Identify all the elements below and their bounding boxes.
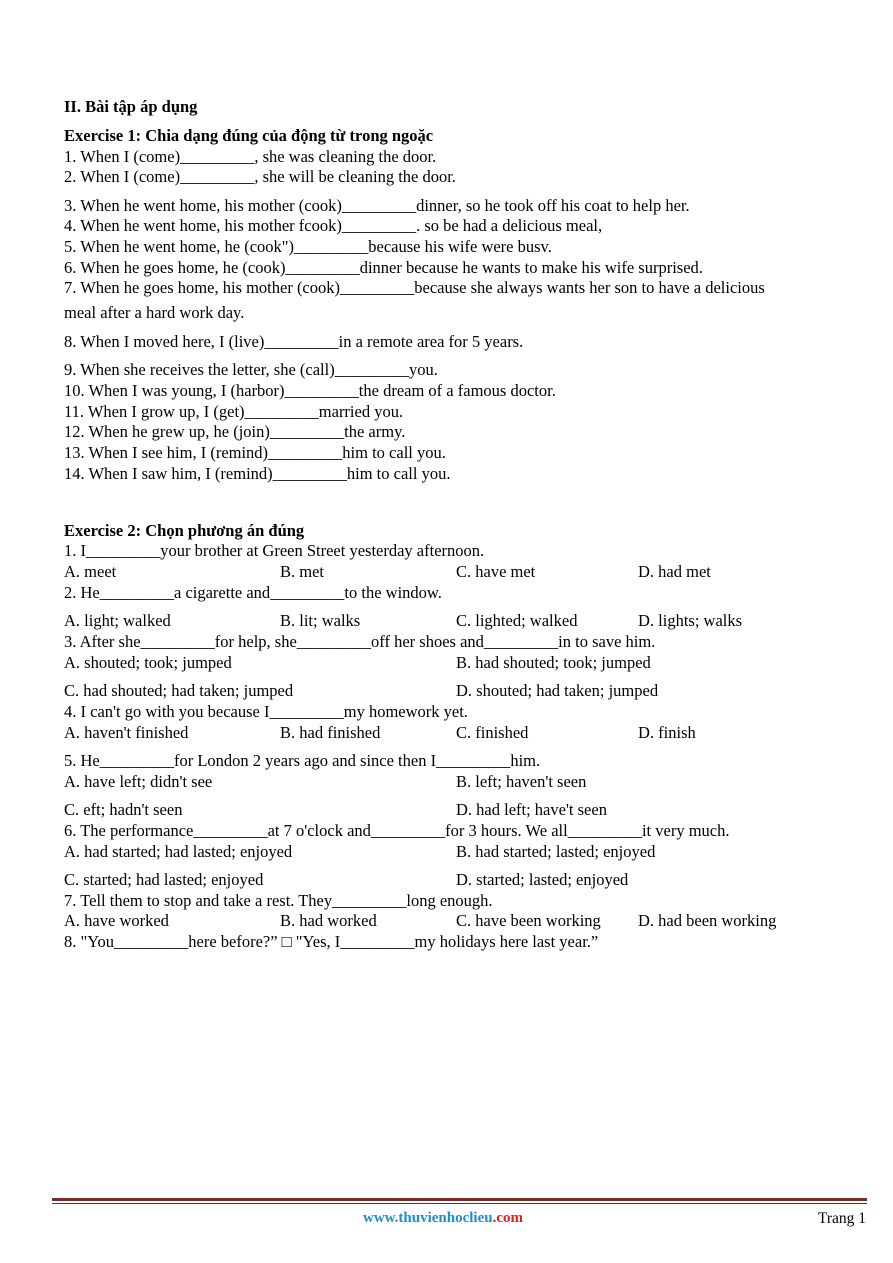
- ex2-q4-option-a: A. haven't finished: [64, 723, 189, 742]
- ex1-item-2: 2. When I (come)_________, she will be cleaning the door.: [64, 167, 456, 186]
- ex2-q6-option-c: C. started; had lasted; enjoyed: [64, 870, 264, 889]
- ex2-q2-option-a: A. light; walked: [64, 611, 171, 630]
- ex2-q8: 8. "You_________here before?” □ "Yes, I_________my holidays here last year.”: [64, 932, 599, 951]
- ex2-q1-option-d: D. had met: [638, 562, 711, 581]
- footer-website-link[interactable]: [363, 1210, 523, 1227]
- ex2-q6-option-a: A. had started; had lasted; enjoyed: [64, 842, 293, 861]
- ex2-q6-option-d: D. started; lasted; enjoyed: [456, 870, 629, 889]
- ex2-q5-option-a: A. have left; didn't see: [64, 772, 213, 791]
- footer-site-suffix: .com: [492, 1210, 524, 1226]
- section-title: II. Bài tập áp dụng: [64, 97, 198, 116]
- exercise2-title: Exercise 2: Chọn phương án đúng: [64, 521, 305, 540]
- ex2-q4-option-c: C. finished: [456, 723, 529, 742]
- ex1-item-7: 7. When he goes home, his mother (cook)_________because she always wants her son to have a delicious: [64, 278, 765, 297]
- ex2-q3-option-b: B. had shouted; took; jumped: [456, 653, 651, 672]
- ex2-q2-option-d: D. lights; walks: [638, 611, 743, 630]
- page-number: Trang 1: [817, 1210, 866, 1227]
- ex1-item-14: 14. When I saw him, I (remind)_________him to call you.: [64, 464, 451, 483]
- ex2-q5: 5. He_________for London 2 years ago and since then I_________him.: [64, 751, 541, 770]
- ex1-item-5: 5. When he went home, he (cook")_________because his wife were busv.: [64, 237, 552, 256]
- ex2-q2: 2. He_________a cigarette and_________to the window.: [64, 583, 442, 602]
- ex2-q1-option-b: B. met: [280, 562, 324, 581]
- ex2-q5-option-c: C. eft; hadn't seen: [64, 800, 183, 819]
- ex1-item-4: 4. When he went home, his mother fcook)_________. so be had a delicious meal,: [64, 216, 603, 235]
- ex2-q7-option-c: C. have been working: [456, 911, 601, 930]
- ex2-q4-option-b: B. had finished: [280, 723, 381, 742]
- ex1-item-12: 12. When he grew up, he (join)_________the army.: [64, 422, 406, 441]
- ex2-q3: 3. After she_________for help, she_________off her shoes and_________in to save him.: [64, 632, 656, 651]
- footer-site-prefix: www.thuvienhoclieu: [363, 1210, 493, 1226]
- ex2-q4-option-d: D. finish: [638, 723, 696, 742]
- exercise1-title: Exercise 1: Chia dạng đúng của động từ trong ngoặc: [64, 126, 434, 145]
- ex1-item-1: 1. When I (come)_________, she was cleaning the door.: [64, 147, 437, 166]
- ex2-q7: 7. Tell them to stop and take a rest. They_________long enough.: [64, 891, 493, 910]
- ex2-q5-option-b: B. left; haven't seen: [456, 772, 587, 791]
- ex2-q6-option-b: B. had started; lasted; enjoyed: [456, 842, 656, 861]
- ex2-q1-option-a: A. meet: [64, 562, 117, 581]
- ex2-q1: 1. I_________your brother at Green Street yesterday afternoon.: [64, 541, 485, 560]
- ex2-q2-option-b: B. lit; walks: [280, 611, 361, 630]
- ex1-item-11: 11. When I grow up, I (get)_________married you.: [64, 402, 404, 421]
- ex2-q6: 6. The performance_________at 7 o'clock and_________for 3 hours. We all_________it very much.: [64, 821, 730, 840]
- ex2-q7-option-a: A. have worked: [64, 911, 169, 930]
- footer-rule-thin: [52, 1203, 867, 1204]
- ex1-item-3: 3. When he went home, his mother (cook)_________dinner, so he took off his coat to help her.: [64, 196, 690, 215]
- ex2-q4: 4. I can't go with you because I_________my homework yet.: [64, 702, 468, 721]
- ex2-q2-option-c: C. lighted; walked: [456, 611, 578, 630]
- ex2-q7-option-d: D. had been working: [638, 911, 777, 930]
- ex1-item-8: 8. When I moved here, I (live)_________in a remote area for 5 years.: [64, 332, 524, 351]
- ex2-q3-option-c: C. had shouted; had taken; jumped: [64, 681, 294, 700]
- ex1-item-13: 13. When I see him, I (remind)_________him to call you.: [64, 443, 446, 462]
- ex2-q5-option-d: D. had left; have't seen: [456, 800, 607, 819]
- ex2-q1-option-c: C. have met: [456, 562, 536, 581]
- ex1-item-6: 6. When he goes home, he (cook)_________dinner because he wants to make his wife surprised.: [64, 258, 703, 277]
- ex1-item-7-cont: meal after a hard work day.: [64, 303, 245, 322]
- ex2-q3-option-d: D. shouted; had taken; jumped: [456, 681, 659, 700]
- ex1-item-9: 9. When she receives the letter, she (call)_________you.: [64, 360, 438, 379]
- footer-rule-thick: [52, 1198, 867, 1201]
- ex2-q7-option-b: B. had worked: [280, 911, 377, 930]
- ex1-item-10: 10. When I was young, I (harbor)_________the dream of a famous doctor.: [64, 381, 556, 400]
- ex2-q3-option-a: A. shouted; took; jumped: [64, 653, 232, 672]
